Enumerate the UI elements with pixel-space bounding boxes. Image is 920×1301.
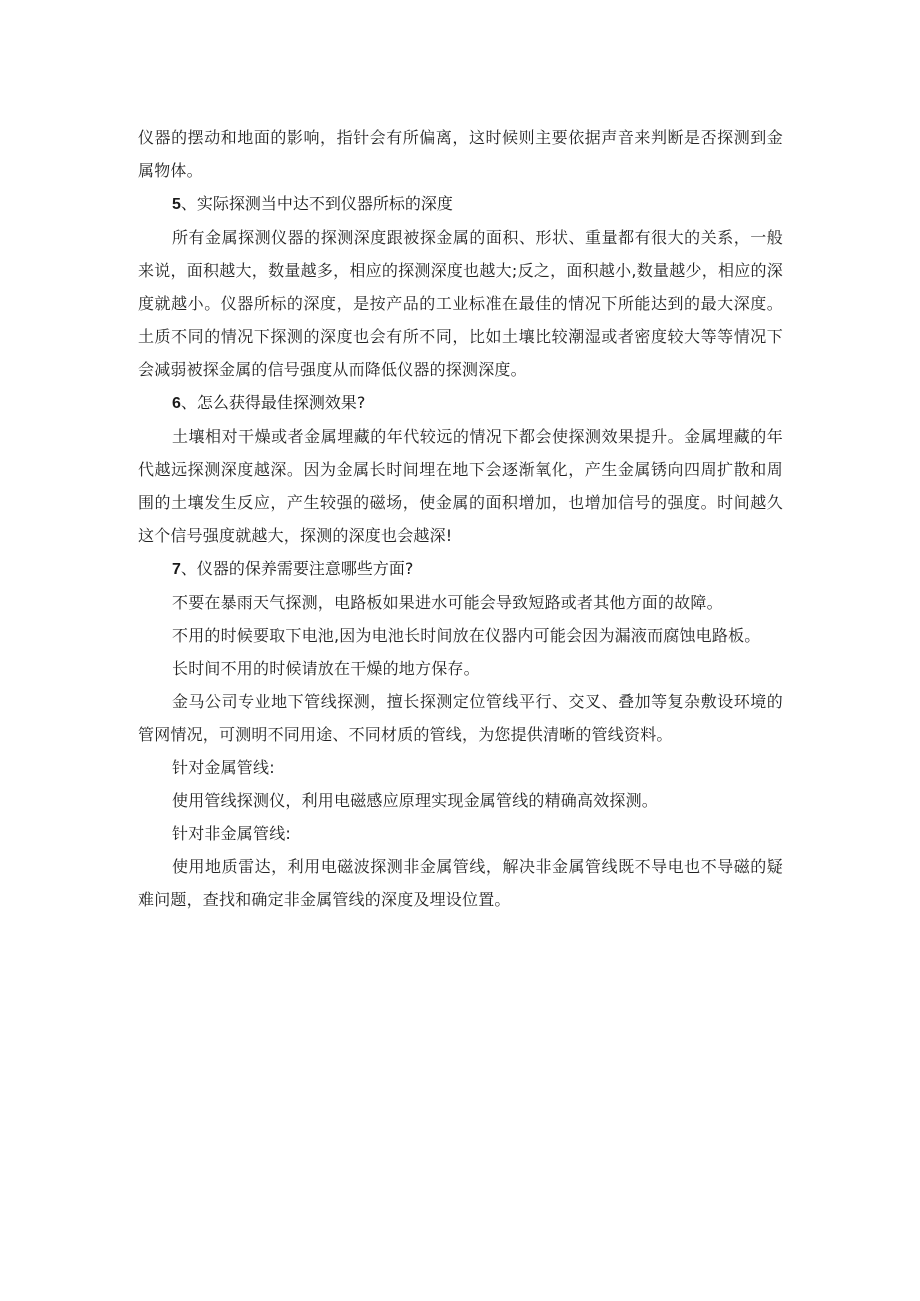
section-6-paragraph: 土壤相对干燥或者金属埋藏的年代较远的情况下都会使探测效果提升。金属埋藏的年代越远探测深度越深。因为金属长时间埋在地下会逐渐氧化，产生金属锈向四周扩散和周围的土壤发生反应，产生较强的磁场，使金属的面积增加，也增加信号的强度。时间越久这个信号强度就越大，探测的深度也会越深! [138, 427, 783, 545]
section-7-heading [138, 552, 783, 586]
company-paragraph: 金马公司专业地下管线探测，擅长探测定位管线平行、交叉、叠加等复杂敷设环境的管网情况，可测明不同用途、不同材质的管线，为您提供清晰的管线资料。 [138, 692, 783, 744]
document-body [138, 121, 783, 916]
metal-pipeline-text: 使用管线探测仪，利用电磁感应原理实现金属管线的精确高效探测。 [172, 791, 659, 810]
continued-paragraph: 仪器的摆动和地面的影响，指针会有所偏离，这时候则主要依据声音来判断是否探测到金属物体。 [138, 128, 783, 180]
maintenance-tip-rain: 不要在暴雨天气探测，电路板如果进水可能会导致短路或者其他方面的故障。 [172, 593, 723, 612]
maintenance-tip-battery: 不用的时候要取下电池,因为电池长时间放在仪器内可能会因为漏液而腐蚀电路板。 [172, 626, 761, 645]
metal-pipeline-label: 针对金属管线: [172, 758, 275, 777]
section-7-number: 7 [172, 561, 181, 578]
nonmetal-pipeline-text: 使用地质雷达，利用电磁波探测非金属管线，解决非金属管线既不导电也不导磁的疑难问题，查找和确定非金属管线的深度及埋设位置。 [138, 857, 783, 909]
section-5-number: 5 [172, 196, 181, 213]
section-6-number: 6 [172, 395, 181, 412]
section-5-paragraph: 所有金属探测仪器的探测深度跟被探金属的面积、形状、重量都有很大的关系，一般来说，面积越大，数量越多，相应的探测深度也越大;反之，面积越小,数量越少，相应的深度就越小。仪器所标的深度，是按产品的工业标准在最佳的情况下所能达到的最大深度。土质不同的情况下探测的深度也会有所不同，比如土壤比较潮湿或者密度较大等等情况下会减弱被探金属的信号强度从而降低仪器的探测深度。 [138, 228, 783, 379]
section-6-title: 、怎么获得最佳探测效果? [180, 393, 366, 412]
section-5-title: 、实际探测当中达不到仪器所标的深度 [180, 194, 453, 213]
maintenance-tip-storage: 长时间不用的时候请放在干燥的地方保存。 [172, 659, 480, 678]
section-6-heading [138, 386, 783, 420]
section-5-heading [138, 187, 783, 221]
nonmetal-pipeline-label: 针对非金属管线: [172, 824, 291, 843]
section-7-title: 、仪器的保养需要注意哪些方面? [180, 559, 414, 578]
